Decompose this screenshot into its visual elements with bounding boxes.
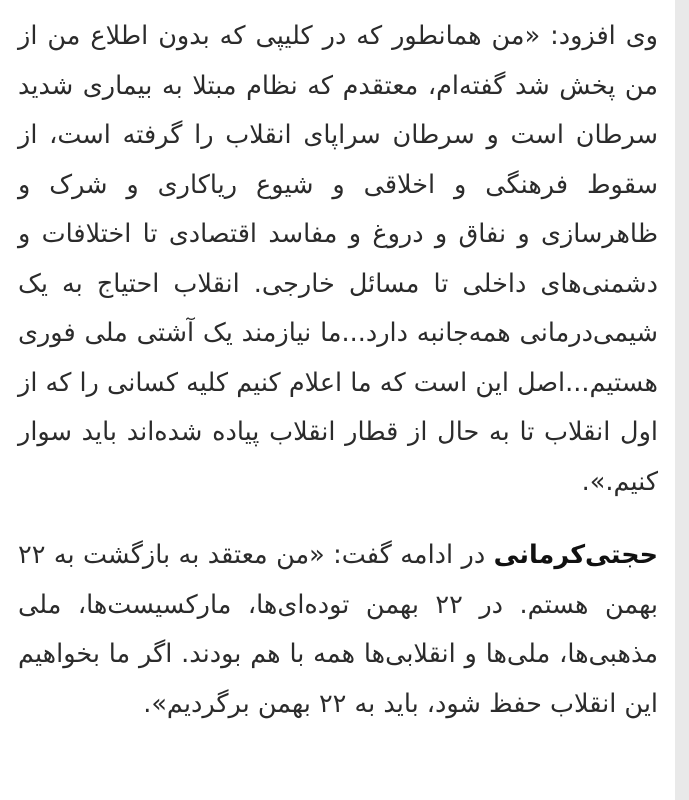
speaker-name: حجتی‌کرمانی (493, 540, 658, 570)
paragraph-2-text: در ادامه گفت: «من معتقد به بازگشت به ۲۲ بهمن هستم. در ۲۲ بهمن توده‌ای‌ها، مارکسیست‌ها، ملی مذهبی‌ها، ملی‌ها و انقلابی‌ها همه با هم بودند. اگر ما بخواهیم این انقلاب حفظ شود، باید به ۲۲ بهمن برگردیم». (18, 540, 658, 719)
article-body (18, 12, 658, 729)
article-paragraph-1: وی افزود: «من همانطور که در کلیپی که بدون اطلاع من از من پخش شد گفته‌ام، معتقدم که نظام مبتلا به بیماری شدید سرطان است و سرطان سراپای انقلاب را گرفته است، از سقوط فرهنگی و اخلاقی و شیوع ریاکاری و شرک و ظاهرسازی و نفاق و دروغ و مفاسد اقتصادی تا اختلافات و دشمنی‌های داخلی تا مسائل خارجی. انقلاب احتیاج به یک شیمی‌درمانی همه‌جانبه دارد...ما نیازمند یک آشتی ملی فوری هستیم...اصل این است که ما اعلام کنیم کلیه کسانی را که از اول انقلاب تا به حال از قطار انقلاب پیاده شده‌اند باید سوار کنیم.». (18, 21, 658, 497)
article-paragraph-2 (18, 531, 658, 729)
